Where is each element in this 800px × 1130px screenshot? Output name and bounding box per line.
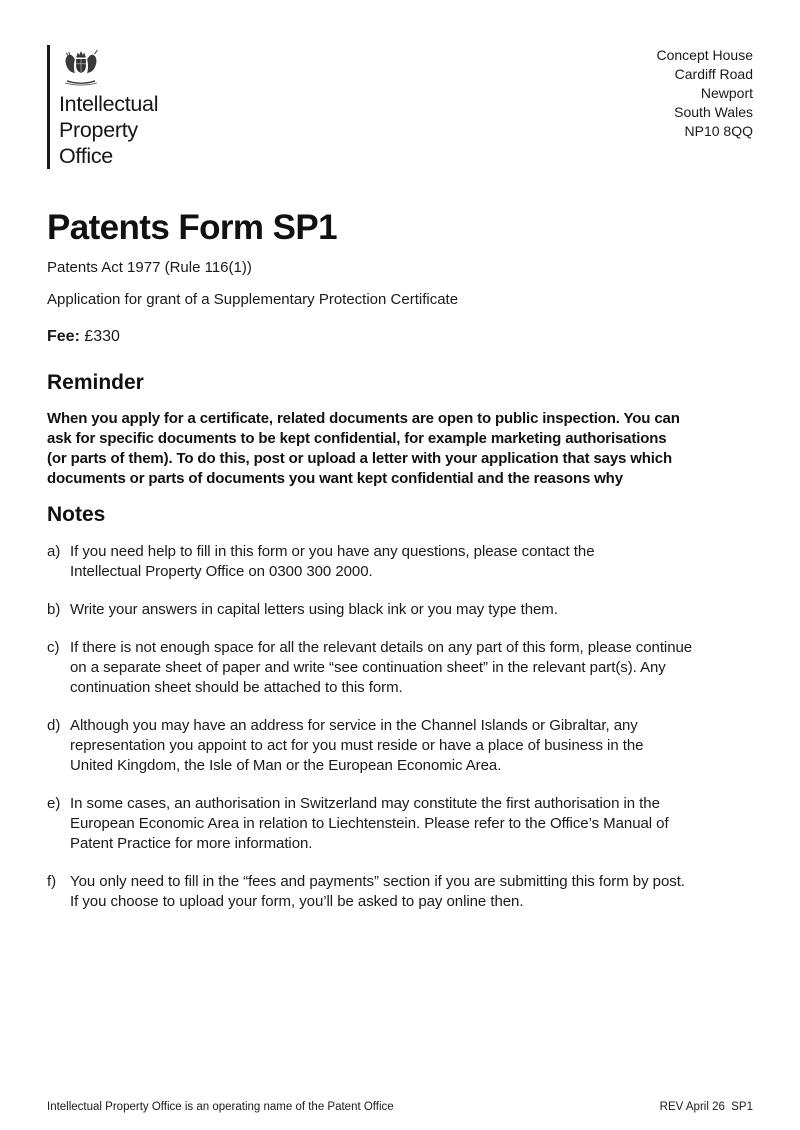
address-line: NP10 8QQ <box>684 123 753 139</box>
note-letter: d) <box>47 717 61 734</box>
note-item-b <box>47 600 753 620</box>
reminder-heading: Reminder <box>47 371 144 394</box>
note-text: Although you may have an address for service in the Channel Islands or Gibraltar, any representation you appoint to act for you must reside or have a place of business in the United Kingdom, the Isle of Man or the European Economic Area. <box>70 717 644 774</box>
page-footer <box>47 1100 753 1114</box>
fee-line <box>47 326 753 347</box>
note-text: You only need to fill in the “fees and payments” section if you are submitting this form by post. If you choose to upload your form, you’ll be asked to pay online then. <box>70 873 685 910</box>
patents-act-subtitle: Patents Act 1977 (Rule 116(1)) <box>47 259 252 276</box>
ipo-logo <box>47 45 158 169</box>
royal-coat-of-arms-icon <box>59 49 103 86</box>
note-letter: c) <box>47 639 60 656</box>
note-item-e <box>47 794 753 854</box>
notes-heading: Notes <box>47 503 106 526</box>
footer-operating-name: Intellectual Property Office is an operating name of the Patent Office <box>47 1101 394 1113</box>
address-line: Concept House <box>656 47 753 63</box>
note-text: Write your answers in capital letters using black ink or you may type them. <box>70 601 558 618</box>
reminder-text: When you apply for a certificate, related documents are open to public inspection. You can ask for specific documents to be kept confidential, for example marketing authorisations (or parts of them). To do this, post or upload a letter with your application that says which documents or parts of documents you want kept confidential and the reasons why <box>47 410 680 487</box>
note-item-a <box>47 542 753 582</box>
logo-word-intellectual: Intellectual <box>59 92 159 116</box>
logo-wordmark <box>59 91 158 169</box>
note-item-d <box>47 716 753 776</box>
application-subtitle: Application for grant of a Supplementary Protection Certificate <box>47 291 459 308</box>
logo-vertical-bar <box>47 45 50 169</box>
logo-word-property: Property <box>59 118 138 142</box>
form-body <box>0 208 800 912</box>
logo-word-office: Office <box>59 144 113 168</box>
address-line: Cardiff Road <box>674 66 753 82</box>
note-item-c <box>47 638 753 698</box>
note-letter: f) <box>47 873 57 890</box>
note-text: In some cases, an authorisation in Switzerland may constitute the first authorisation in the European Economic Area in relation to Liechtenstein. Please refer to the Office’s Manual of Patent Practice for more information. <box>70 795 669 852</box>
notes-list <box>47 542 753 912</box>
office-address-block <box>656 45 753 141</box>
note-text: If there is not enough space for all the relevant details on any part of this form, please continue on a separate sheet of paper and write “see continuation sheet” in the relevant part(s). Any continuation sheet should be attached to this form. <box>70 639 693 696</box>
address-line: Newport <box>700 85 753 101</box>
note-item-f <box>47 872 753 912</box>
note-letter: b) <box>47 601 61 618</box>
page-title: Patents Form SP1 <box>47 208 337 247</box>
fee-label: Fee: <box>47 328 80 345</box>
footer-revision: REV April 26 SP1 <box>659 1101 753 1113</box>
fee-amount: £330 <box>84 328 120 345</box>
address-line: South Wales <box>674 104 753 120</box>
header <box>0 0 800 169</box>
note-letter: a) <box>47 543 61 560</box>
note-letter: e) <box>47 795 61 812</box>
note-text: If you need help to fill in this form or you have any questions, please contact the Intellectual Property Office on 0300 300 2000. <box>70 543 595 580</box>
